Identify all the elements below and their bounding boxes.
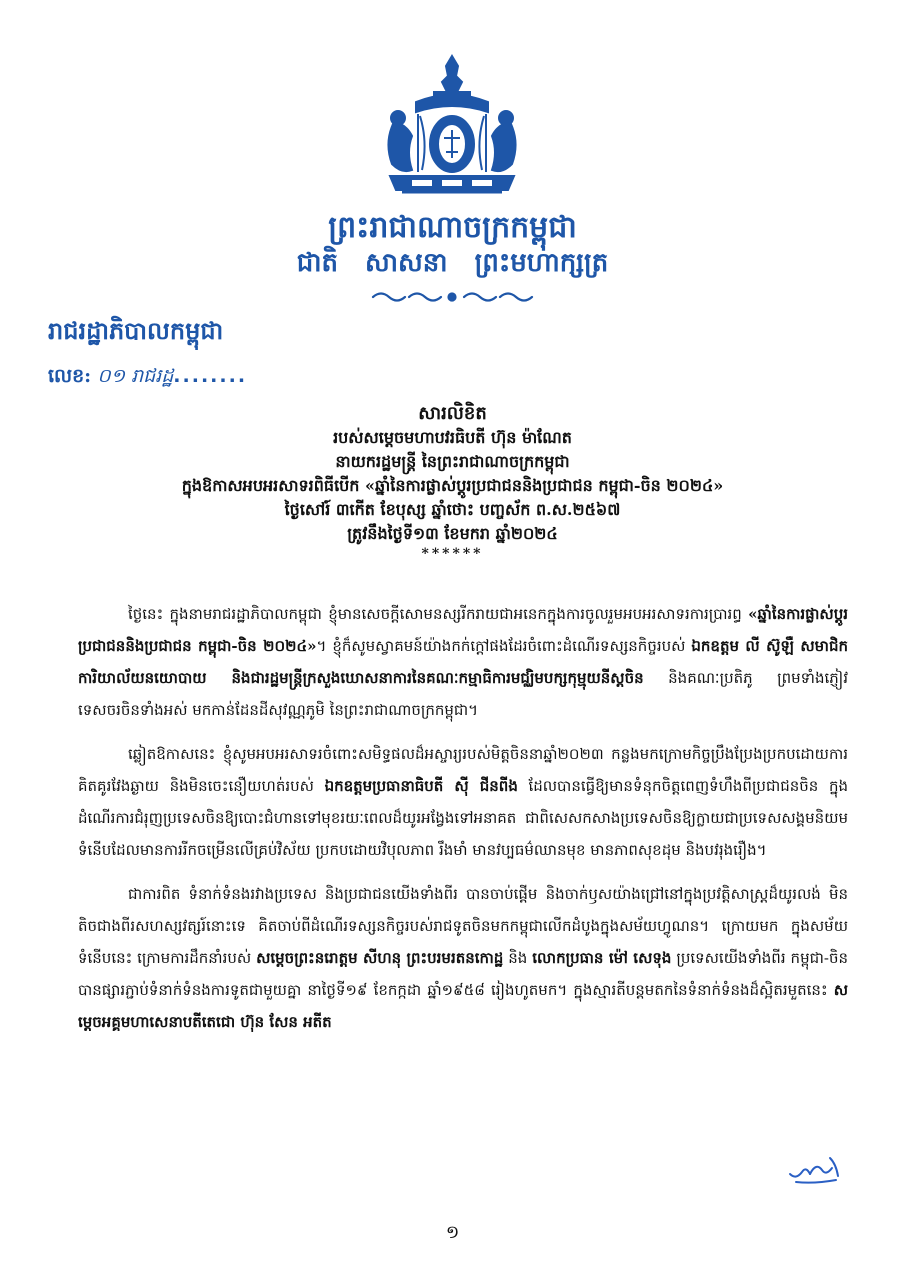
document-type: សារលិខិត: [418, 403, 487, 424]
p1-event-name: «ឆ្នាំនៃការផ្លាស់ប្តូរប្រជាជននិងប្រជាជន កម្ពុជា-ចិន ២០២៤»: [78, 605, 848, 655]
reference-label: លេខ:: [48, 365, 92, 387]
p2-text-a: ឆ្លៀតឱកាសនេះ ខ្ញុំសូមអបអរសាទរចំពោះសមិទ្ធផលដ៏អស្ចារ្យរបស់មិត្តចិននាឆ្នាំ២០២៣ កន្លងមកក្រោមកិច្ចប្រឹងប្រែងប្រកបដោយការគិតគូរវែងឆ្ងាយ និងមិនចេះនឿយហត់របស់: [78, 745, 848, 795]
government-name: រាជរដ្ឋាភិបាលកម្ពុជា: [48, 316, 224, 345]
p2-text-c: ដែលបានធ្វើឱ្យមានទំនុកចិត្តពេញទំហឹងពីប្រជាជនចិន ក្នុងដំណើរការជំរុញប្រទេសចិនឱ្យបោះជំហានទៅមុខរយៈពេលដ៏យូរអង្វែងទៅអនាគត ជាពិសេសកសាងប្រទេសចិនឱ្យក្លាយជាប្រទេសសង្គមនិយមទំនើបដែលមានការរីកចម្រើនលើគ្រប់វិស័យ ប្រកបដោយវិបុលភាព រឹងមាំ មានវប្បធម៌ឈានមុខ មានភាពសុខដុម និងបវរុងរឿង។: [78, 777, 848, 859]
decorative-flourish-icon: [365, 288, 540, 306]
document-author: របស់សម្តេចមហាបវរធិបតី ហ៊ុន ម៉ាណែត: [333, 428, 572, 447]
p2-president-name: ឯកឧត្តមប្រធានាធិបតី ស៊ី ជីនពីង: [324, 777, 518, 795]
occasion-line: ក្នុងឱកាសអបអរសាទរពិធីបើក «ឆ្នាំនៃការផ្លាស់ប្តូរប្រជាជននិងប្រជាជន កម្ពុជា-ចិន ២០២៤»: [181, 476, 724, 495]
paragraph-1: [78, 598, 848, 726]
reference-line: [48, 364, 247, 392]
p3-chairman-name: លោកប្រធាន ម៉ៅ សេទុង: [532, 949, 672, 967]
title-separator: ******: [421, 546, 484, 562]
p3-king-name: សម្តេចព្រះនរោត្តម សីហនុ ព្រះបរមរតនកោដ្ឋ: [256, 949, 504, 967]
p1-guest-name: ឯកឧត្តម លី ស៊ូឡឺ សមាជិកការិយាល័យនយោបាយ និងជារដ្ឋមន្ត្រីក្រសួងឃោសនាការនៃគណៈកម្មាធិការមជ្ឈិមបក្សកុម្មុយនីស្តចិន: [78, 637, 849, 687]
reference-dots: ........: [173, 365, 248, 387]
page-number: ១: [445, 1222, 460, 1243]
letter-body: [78, 598, 848, 1050]
handwritten-initials-icon: [786, 1152, 842, 1186]
p3-samdech-name: សម្តេចអគ្គមហាសេនាបតីតេជោ ហ៊ុន សែន អតីត: [78, 981, 848, 1031]
solar-date: ត្រូវនឹងថ្ងៃទី១៣ ខែមករា ឆ្នាំ២០២៤: [347, 524, 558, 543]
paragraph-2: [78, 738, 848, 866]
royal-coat-of-arms-icon: [372, 52, 532, 202]
national-motto: ជាតិ សាសនា ព្រះមហាក្សត្រ: [296, 248, 609, 278]
lunar-date: ថ្ងៃសៅរ៍ ៣កើត ខែបុស្ស ឆ្នាំថោះ បញ្ចស័ក ព.ស.២៥៦៧: [284, 500, 621, 519]
p3-text-a: ជាការពិត ទំនាក់ទំនងរវាងប្រទេស និងប្រជាជនយើងទាំងពីរ បានចាប់ផ្តើម និងចាក់ឫសយ៉ាងជ្រៅនៅក្នុងប្រវត្តិសាស្ត្រដ៏យូរលង់ មិនតិចជាងពីរសហស្សវត្សរ៍នោះទេ គិតចាប់ពីដំណើរទស្សនកិច្ចរបស់រាជទូតចិនមកកម្ពុជាលើកដំបូងក្នុងសម័យហ្វូណន។ ក្រោយមក ក្នុងសម័យទំនើបនេះ ក្រោមការដឹកនាំរបស់: [78, 885, 848, 967]
p3-text-c: និង: [503, 949, 533, 967]
paragraph-3: [78, 878, 848, 1038]
p1-text-e: និងគណៈប្រតិភូ ព្រមទាំងភ្ញៀវទេសចរចិនទាំងអស់ មកកាន់ដែនដីសុវណ្ណភូមិ នៃព្រះរាជាណាចក្រកម្ពុជា។: [78, 669, 848, 719]
p1-text-a: ថ្ងៃនេះ ក្នុងនាមរាជរដ្ឋាភិបាលកម្ពុជា ខ្ញុំមានសេចក្តីសោមនស្សរីករាយជាអនេកក្នុងការចូលរួមអបអរសាទរការប្រារព្ធ: [128, 605, 749, 623]
author-position: នាយករដ្ឋមន្ត្រី នៃព្រះរាជាណាចក្រកម្ពុជា: [335, 452, 570, 471]
title-block: [30, 402, 875, 562]
reference-number: ០១ រាជរដ្ឋ: [97, 365, 174, 387]
kingdom-name: ព្រះរាជាណាចក្រកម្ពុជា: [328, 210, 577, 245]
p3-text-e: ប្រទេសយើងទាំងពីរ កម្ពុជា-ចិន បានផ្សារភ្ជាប់ទំនាក់ទំនងការទូតជាមួយគ្នា នាថ្ងៃទី១៩ ខែកក្កដា ឆ្នាំ១៩៥៨ រៀងហូតមក។ ក្នុងស្មារតីបន្តមតកនៃទំនាក់ទំនងដ៏ស្អិតរមួតនេះ: [78, 949, 848, 999]
p1-text-c: ។ ខ្ញុំក៏សូមស្វាគមន៍យ៉ាងកក់ក្តៅផងដែរចំពោះដំណើរទស្សនកិច្ចរបស់: [316, 637, 692, 655]
